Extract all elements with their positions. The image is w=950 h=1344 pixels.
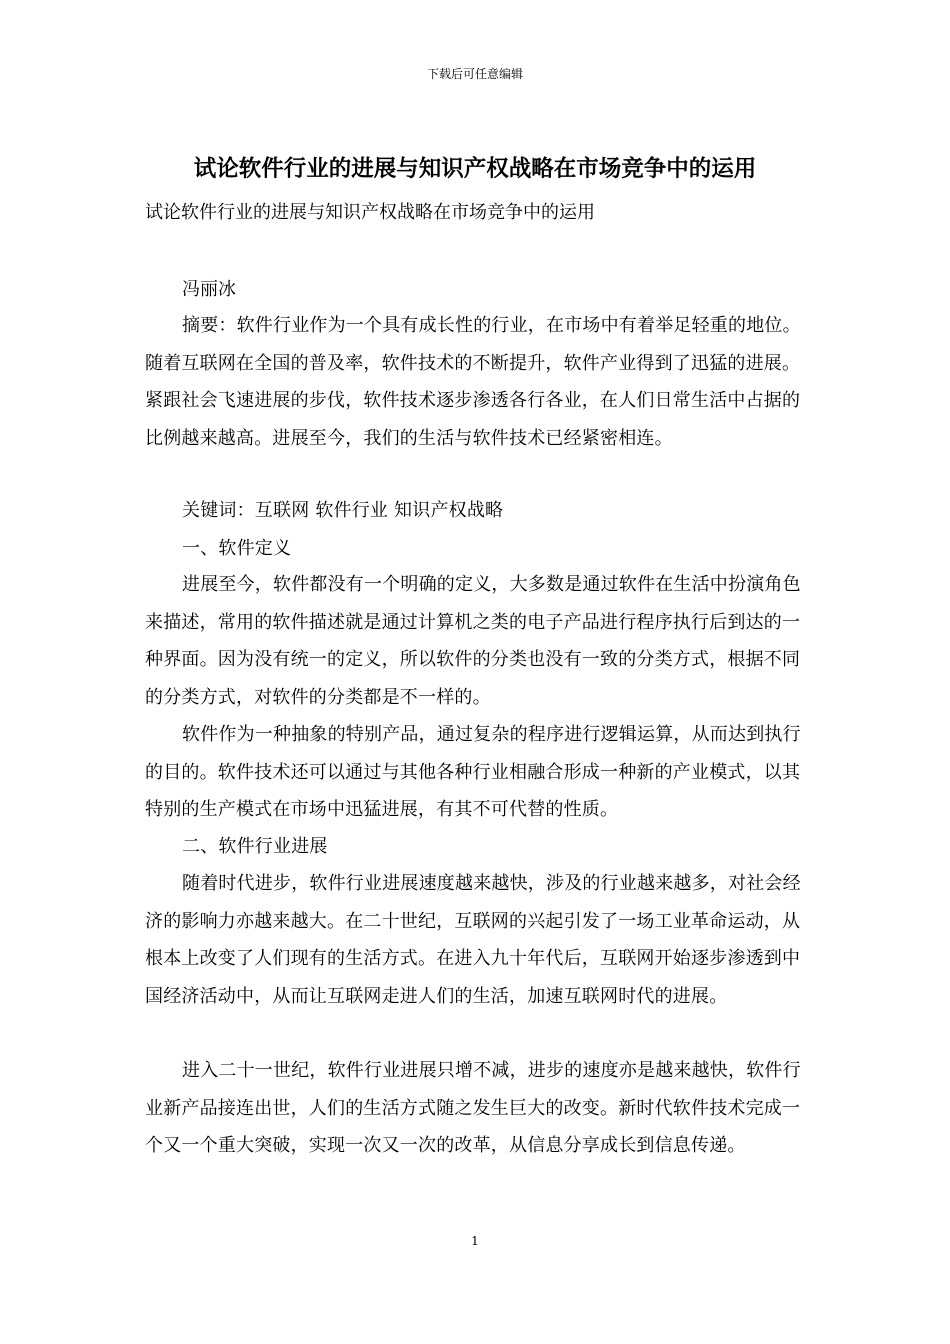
abstract-paragraph: 摘要：软件行业作为一个具有成长性的行业，在市场中有着举足轻重的地位。随着互联网在全国的普及率，软件技术的不断提升，软件产业得到了迅猛的进展。紧跟社会飞速进展的步伐，软件技术逐步渗透各行各业，在人们日常生活中占据的比例越来越高。进展至今，我们的生活与软件技术已经紧密相连。 bbox=[145, 315, 801, 449]
body-paragraph: 软件作为一种抽象的特别产品，通过复杂的程序进行逻辑运算，从而达到执行的目的。软件技术还可以通过与其他各种行业相融合形成一种新的产业模式，以其特别的生产模式在市场中迅猛进展，有其不可代替的性质。 bbox=[145, 724, 801, 820]
header-note: 下载后可任意编辑 bbox=[426, 67, 523, 81]
section-heading-development: 二、软件行业进展 bbox=[182, 836, 328, 857]
document-title: 试论软件行业的进展与知识产权战略在市场竞争中的运用 bbox=[193, 156, 757, 182]
keywords-line: 关键词：互联网 软件行业 知识产权战略 bbox=[182, 500, 504, 521]
body-paragraph: 进入二十一世纪，软件行业进展只增不减，进步的速度亦是越来越快，软件行业新产品接连出世，人们的生活方式随之发生巨大的改变。新时代软件技术完成一个又一个重大突破，实现一次又一次的改革，从信息分享成长到信息传递。 bbox=[145, 1060, 801, 1156]
section-heading-definition: 一、软件定义 bbox=[182, 538, 292, 559]
author-name: 冯丽冰 bbox=[182, 279, 236, 300]
page-number: 1 bbox=[471, 1234, 479, 1248]
document-subtitle: 试论软件行业的进展与知识产权战略在市场竞争中的运用 bbox=[145, 202, 595, 223]
body-paragraph: 随着时代进步，软件行业进展速度越来越快，涉及的行业越来越多，对社会经济的影响力亦越来越大。在二十世纪，互联网的兴起引发了一场工业革命运动，从根本上改变了人们现有的生活方式。在进入九十年代后，互联网开始逐步渗透到中国经济活动中，从而让互联网走进人们的生活，加速互联网时代的进展。 bbox=[145, 873, 801, 1007]
body-paragraph: 进展至今，软件都没有一个明确的定义，大多数是通过软件在生活中扮演角色来描述，常用的软件描述就是通过计算机之类的电子产品进行程序执行后到达的一种界面。因为没有统一的定义，所以软件的分类也没有一致的分类方式，根据不同的分类方式，对软件的分类都是不一样的。 bbox=[145, 574, 801, 708]
